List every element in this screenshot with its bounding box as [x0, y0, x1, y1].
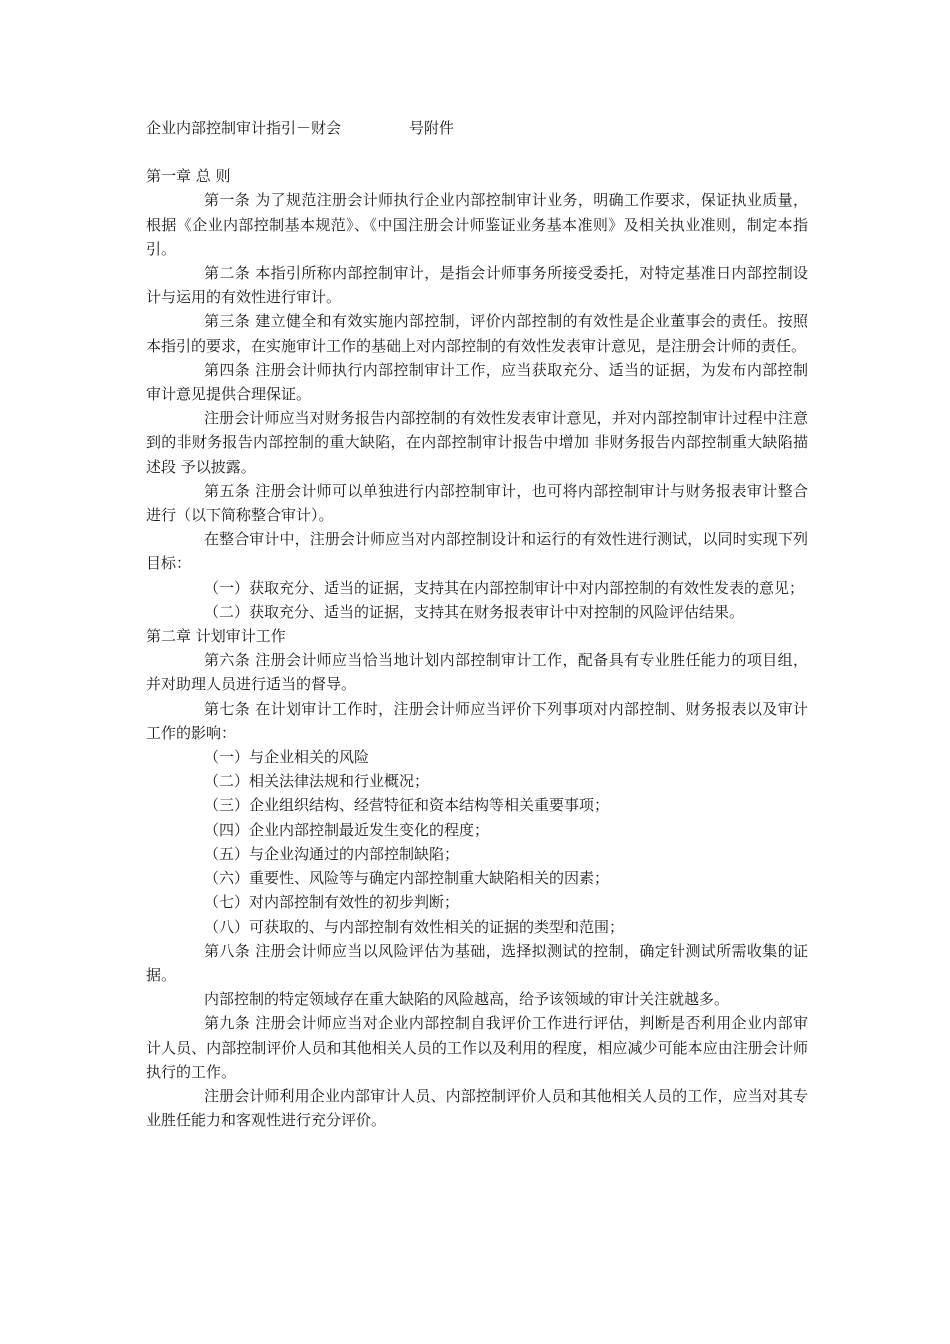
body-paragraph: 注册会计师应当对财务报告内部控制的有效性发表审计意见，并对内部控制审计过程中注意到的非财务报告内部控制的重大缺陷，在内部控制审计报告中增加 非财务报告内部控制重大缺陷描述段 予以披露。: [146, 409, 808, 476]
article-paragraph: 第九条 注册会计师应当对企业内部控制自我评价工作进行评估，判断是否利用企业内部审计人员、内部控制评价人员和其他相关人员的工作以及利用的程度，相应减少可能本应由注册会计师执行的工作。: [146, 1014, 808, 1081]
title-text: 企业内部控制审计指引－财会: [146, 119, 342, 137]
list-item: （五）与企业沟通过的内部控制缺陷；: [204, 844, 460, 863]
document-title: [146, 116, 808, 140]
body-paragraph: 注册会计师利用企业内部审计人员、内部控制评价人员和其他相关人员的工作，应当对其专业胜任能力和客观性进行充分评价。: [146, 1086, 808, 1130]
article-paragraph: 第八条 注册会计师应当以风险评估为基础，选择拟测试的控制，确定针测试所需收集的证据。: [146, 941, 808, 984]
list-item: （一）与企业相关的风险: [204, 748, 370, 767]
chapter-heading: 第一章 总 则: [146, 167, 231, 186]
list-item: （三）企业组织结构、经营特征和资本结构等相关重要事项；: [204, 796, 610, 815]
article-paragraph: 第四条 注册会计师执行内部控制审计工作，应当获取充分、适当的证据，为发布内部控制审计意见提供合理保证。: [146, 360, 808, 404]
article-paragraph: 第一条 为了规范注册会计师执行企业内部控制审计业务，明确工作要求，保证执业质量，根据《企业内部控制基本规范》、《中国注册会计师鉴证业务基本准则》及相关执业准则，制定本指引。: [146, 191, 808, 258]
list-item: （二）获取充分、适当的证据，支持其在财务报表审计中对控制的风险评估结果。: [204, 602, 745, 621]
list-item: （七）对内部控制有效性的初步判断；: [204, 893, 460, 912]
list-item: （二）相关法律法规和行业概况；: [204, 772, 430, 791]
chapter-heading: 第二章 计划审计工作: [146, 627, 286, 646]
article-paragraph: 第五条 注册会计师可以单独进行内部控制审计，也可将内部控制审计与财务报表审计整合进行（以下简称整合审计）。: [146, 481, 808, 525]
list-item: （八）可获取的、与内部控制有效性相关的证据的类型和范围；: [204, 917, 625, 936]
list-item: （一）获取充分、适当的证据，支持其在内部控制审计中对内部控制的有效性发表的意见；: [204, 578, 805, 597]
document-page: [146, 116, 808, 1132]
article-paragraph: 第二条 本指引所称内部控制审计，是指会计师事务所接受委托，对特定基准日内部控制设计与运用的有效性进行审计。: [146, 264, 808, 307]
article-paragraph: 第三条 建立健全和有效实施内部控制，评价内部控制的有效性是企业董事会的责任。按照本指引的要求，在实施审计工作的基础上对内部控制的有效性发表审计意见，是注册会计师的责任。: [146, 312, 808, 355]
title-suffix: 号附件: [409, 119, 455, 137]
article-paragraph: 第七条 在计划审计工作时，注册会计师应当评价下列事项对内部控制、财务报表以及审计工作的影响：: [146, 699, 808, 742]
body-paragraph: 内部控制的特定领域存在重大缺陷的风险越高，给予该领域的审计关注就越多。: [204, 990, 730, 1009]
list-item: （六）重要性、风险等与确定内部控制重大缺陷相关的因素；: [204, 869, 610, 888]
list-item: （四）企业内部控制最近发生变化的程度；: [204, 820, 490, 839]
body-paragraph: 在整合审计中，注册会计师应当对内部控制设计和运行的有效性进行测试，以同时实现下列目标：: [146, 530, 808, 573]
article-paragraph: 第六条 注册会计师应当恰当地计划内部控制审计工作，配备具有专业胜任能力的项目组，并对助理人员进行适当的督导。: [146, 651, 808, 694]
